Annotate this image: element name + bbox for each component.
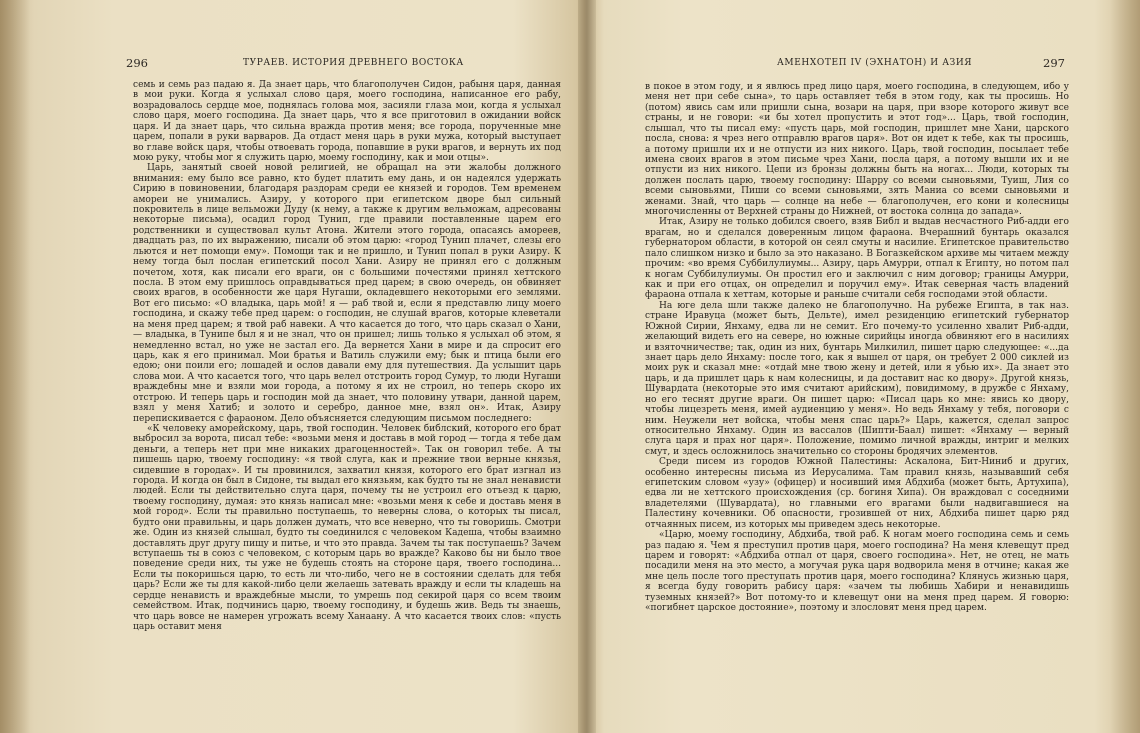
right-paragraph-1: в покое в этом году, и я явлюсь пред лицо царя, моего господина, в следующем, ибо у меня нет при себе сына», то царь оставляет тебя в этом году, как ты просишь. Но (потом) явись сам или пришли сына, возари на царя, при взоре которого живут все страны, и не говори: «и бы хотел пропустить и этот год»... Царь, твой господин, слышал, что ты писал ему: «пусть царь, мой господин, пришлет мне Хани, царского посла, снова: я чрез него отправлю врагов царя». Вот он идет к тебе, как ты просишь, а потому пришли их и не отпусти из них никого. Царь, твой господин, посылает тебе имена своих врагов в этом письме чрез Хани, посла царя, а потому вышли их и не отпусти из них никого. Цепи из бронзы должны быть на ногах... Люди, которых ты должен послать царю, твоему господину: Шарру со всеми сыновьями, Туиш, Лия со всеми сыновьями, Пиши со всеми сыновьями, зять Маниа со всеми сыновьями и женами. Знай, что царь — солнце на небе — благополучен, его кони и колесницы многочисленны от Верхней страны до Нижней, от востока солнца до запада». [645, 82, 1069, 218]
left-page-number: 296 [126, 56, 148, 70]
left-paragraph-3: «К человеку аморейскому, царь, твой господин. Человек библский, которого его брат выбросил за ворота, писал тебе: «возьми меня и доставь в мой город — тогда я тебе дам деньги, а теперь нет при мне никаких драгоценностей». Так он говорил тебе. А ты пишешь царю, твоему господину: «я твой слуга, как и прежние твои верные князья, сидевшие в городах». И ты провинился, захватил князя, которого его брат изгнал из города. И когда он был в Сидоне, ты выдал его князьям, как будто ты не знал ненависти людей. Если ты действительно слуга царя, почему ты не устроил его отъезд к царю, твоему господину, думая: это князь написал мне: «возьми меня к себе и доставь меня в мой город». Если ты правильно поступаешь, то неверны слова, о которых ты писал, будто они правильны, и царь должен думать, что все неверно, что ты говоришь. Смотри же. Один из князей слышал, будто ты соединился с человеком Кадеша, чтобы взаимно доставлять друг другу пищу и питье, и что это правда. Зачем ты так поступаешь? Зачем вступаешь ты в союз с человеком, с которым царь во вражде? Каково бы ни было твое поведение среди них, ты уже не будешь стоять на стороне царя, твоего господина... Если ты покоришься царю, то есть ли что-либо, чего не в состоянии сделать для тебя царь? Если же ты для какой-либо цели желаешь затевать вражду и если ты кладешь на сердце ненависть и враждебные мысли, то умрешь под секирой царя со всем твоим семейством. Итак, подчинись царю, твоему господину, и будешь жив. Ведь ты знаешь, что царь вовсе не намерен угрожать всему Ханаану. А что касается твоих слов: «пусть царь оставит меня [133, 423, 562, 632]
left-paragraph-1: семь и семь раз падаю я. Да знает царь, что благополучен Сидон, рабыня царя, данная в мои руки. Когда я услыхал слово царя, моего господина, написанное его рабу, возрадовалось сердце мое, поднялась голова моя, засияли глаза мои, когда я услыхал слово царя, моего господина. Да знает царь, что я все приготовил в ожидании войск царя. И да знает царь, что сильна вражда против меня; все города, порученные мне царем, попали в руки варваров. Да отдаст меня царь в руки мужа, который выступает во главе войск царя, чтобы отвоевать города, попавшие в руки врагов, и вернуть их под мою руку, чтобы мог я служить царю, моему господину, как и мои отцы». [133, 80, 561, 163]
left-paragraph-2: Царь, занятый своей новой религией, не обращал на эти жалобы должного внимания: ему было все равно, кто будет платить ему дань, и он надеялся удержать Сирию в повиновении, благодаря раздорам среди ее князей и городов. Тем временем амореи не унимались. Азиру, у которого при египетском дворе был сильный покровитель в лице вельможи Дуду (к нему, а также к другим вельможам, адресованы некоторые письма), осадил город Тунип, где правили поставленные царем его родственники и существовал культ Атона. Жители этого города, опасаясь амореев, двадцать раз, по их выражению, писали об этом царю: «город Тунип плачет, слезы его льются и нет помощи ему». Помощи так и не пришло, и Тунип попал в руки Азиру. К нему тогда был послан египетский посол Хани. Азиру не принял его с должным почетом, хотя, как писали его враги, он с большими почестями принял хеттского посла. В этом ему пришлось оправдываться пред царем; в свою очередь, он обвиняет своих врагов, в особенности же царя Нугаши, окладевшего некоторыми его землями. Вот его письмо: «О владыка, царь мой! я — раб твой и, если я представлю лицу моего господина, и скажу тебе пред царем: о господин, не слушай врагов, которые клеветали на меня пред царем; я твой раб навеки. А что касается до того, что царь сказал о Хани, — владыка, в Тунипе был я и не знал, что он пришел; лишь только я услыхал об этом, я немедленно встал, но уже не застал его. Да вернется Хани в мире и да спросит его царь, как я его принимал. Мои братья и Ватиль служили ему; бык и птица были его едою; они поили его; лошадей и ослов давали ему для путешествия. Да услышит царь слова мои. А что касается того, что царь велел отстроить город Сумур, то люди Нугаши враждебны мне и взяли мои города, а потому я их не строил, но теперь скоро их отстрою. И теперь царь и господин мой да знает, что половину утвари, данной царем, взял у меня Хатиб; и золото и серебро, данное мне, взял он». Итак, Азиру перепискивается с фараоном. Дело объясняется следующим письмом последнего: [133, 163, 561, 424]
left-page-text [133, 80, 561, 632]
right-paragraph-4: Среди писем из городов Южной Палестины: Аскалона, Бит-Ниниб и других, особенно интересны письма из Иерусалима. Там правил князь, называвший себя египетским словом «узу» (офицер) и носивший имя Абдхиба (может быть, Артухипа), едва ли не хеттского происхождения (ср. богиня Хипа). Он враждовал с соседними владетелями (Шувардата), но главными его врагами были надвигавшиеся на Палестину кочевники. Об опасности, грозившей от них, Абдхиба пишет царю ряд отчаянных писем, из которых мы приведем здесь некоторые. [645, 457, 1069, 530]
right-page-edge [1110, 0, 1140, 733]
right-paragraph-5: «Царю, моему господину, Абдхиба, твой раб. К ногам моего господина семь и семь раз падаю я. Чем я преступил против царя, моего господина? На меня клевещут пред царем и говорят: «Абдхиба отпал от царя, своего господина». Нет, не отец, не мать посадили меня на это место, а могучая рука царя водворила меня в отчине; какая же мне цель после того преступать против царя, моего господина? Клянусь жизнью царя, я всегда буду говорить рабису царя: «зачем ты любишь Хабири и ненавидишь туземных князей?» Вот потому-то и клевещут они на меня пред царем. Я говорю: «погибнет царское достояние», поэтому и злословят меня пред царем. [645, 530, 1069, 614]
right-running-head: АМЕНХОТЕП IV (ЭХНАТОН) И АЗИЯ [777, 58, 973, 68]
right-page-number: 297 [1043, 56, 1065, 70]
right-paragraph-3: На юге дела шли также далеко не благополучно. На рубеже Египта, в так наз. стране Иравуца (может быть, Дельте), имел резиденцию египетский губернатор Южной Сирии, Янхаму, едва ли не семит. Его почему-то усиленно хвалит Риб-адди, желающий видеть его на севере, но южные сирийцы иногда обвиняют его в насилиях и взяточничестве; так, один из них, бунтарь Милкилил, пишет царю следующее: «...да знает царь дело Янхаму: после того, как я вышел от царя, он требует 2 000 сиклей из моих рук и сказал мне: «отдай мне твою жену и детей, или я убью их». Да знает это царь, и да пришлет царь к нам колесницы, и да доставит нас ко двору». Другой князь, Шувардата (некоторые это имя считают арийским), повидимому, в дружбе с Янхаму, но его теснят другие враги. Он пишет царю: «Писал царь ко мне: явись ко двору, чтобы лицезреть меня, имей аудиенцию у меня». Но ведь Янхаму у тебя, поговори с ним. Неужели нет войска, чтобы меня спас царь?» Царь, кажется, сделал запрос относительно Янхаму. Один из вассалов (Шипти-Баал) пишет: «Янхаму — верный слуга царя и прах ног царя». Положение, помимо личной вражды, интриг и мелких смут, и здесь осложнилось значительно со стороны бродячих элементов. [645, 300, 1069, 457]
right-page-text [645, 82, 1069, 614]
right-page [594, 0, 1140, 733]
left-running-head: ТУРАЕВ. ИСТОРИЯ ДРЕВНЕГО ВОСТОКА [243, 58, 464, 68]
right-paragraph-2: Итак, Азиру не только добился своего, взяв Библ и выдав несчастного Риб-адди его врагам, но и сделался доверенным лицом фараона. Вчерашний бунтарь оказался губернатором области, в которой он сеял смуты и насилие. Египетское правительство пало слишком низко и было за это наказано. В Богазкейском архиве мы читаем между прочим: «во время Суббилулиумы... Азиру, царь Амурри, отпал к Египту, но потом пал к ногам Суббилулиумы. Он простил его и заключил с ним договор; границы Амурри, как и при его отцах, он определил и поручил ему». Итак северная часть владений фараона отпала к хеттам, которые и раньше считали себя господами этой области. [645, 217, 1069, 301]
